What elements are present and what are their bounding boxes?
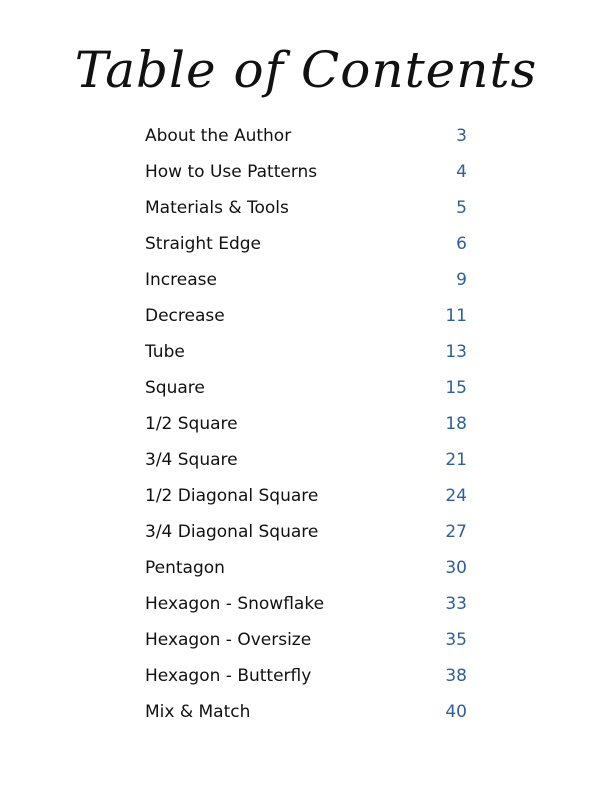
toc-entry-page: 9 xyxy=(456,270,467,290)
toc-entry-page: 18 xyxy=(445,414,467,434)
toc-entry-title: 1/2 Square xyxy=(145,414,238,434)
toc-entry-title: Materials & Tools xyxy=(145,198,289,218)
toc-entry-title: Square xyxy=(145,378,205,398)
toc-entry-page: 24 xyxy=(445,486,467,506)
toc-entry xyxy=(145,406,467,442)
toc-entry-page: 27 xyxy=(445,522,467,542)
toc-entry-page: 33 xyxy=(445,594,467,614)
toc-entry xyxy=(145,586,467,622)
toc-entry-page: 35 xyxy=(445,630,467,650)
toc-entry-title: Mix & Match xyxy=(145,702,251,722)
toc-entry-title: Hexagon - Snowflake xyxy=(145,594,325,614)
toc-entry xyxy=(145,514,467,550)
toc-entry-title: How to Use Patterns xyxy=(145,162,318,182)
toc-entry-page: 3 xyxy=(456,126,467,146)
toc-entry xyxy=(145,694,467,730)
toc-entry-title: 3/4 Square xyxy=(145,450,238,470)
toc-entry-page: 21 xyxy=(445,450,467,470)
toc-entry-page: 5 xyxy=(456,198,467,218)
toc-entry-title: Decrease xyxy=(145,306,225,326)
toc-entry-page: 4 xyxy=(456,162,467,182)
toc-entry xyxy=(145,478,467,514)
page-title: Table of Contents xyxy=(74,41,538,99)
toc-entry-title: 3/4 Diagonal Square xyxy=(145,522,319,542)
table-of-contents xyxy=(145,118,467,730)
toc-entry xyxy=(145,226,467,262)
toc-entry xyxy=(145,298,467,334)
toc-entry xyxy=(145,262,467,298)
toc-entry-page: 30 xyxy=(445,558,467,578)
toc-entry xyxy=(145,658,467,694)
toc-entry xyxy=(145,622,467,658)
toc-entry xyxy=(145,190,467,226)
toc-entry-page: 38 xyxy=(445,666,467,686)
toc-entry-title: Hexagon - Oversize xyxy=(145,630,312,650)
toc-entry-page: 40 xyxy=(445,702,467,722)
toc-entry-page: 15 xyxy=(445,378,467,398)
toc-entry-title: Straight Edge xyxy=(145,234,262,254)
toc-entry xyxy=(145,370,467,406)
toc-entry xyxy=(145,334,467,370)
toc-entry-title: 1/2 Diagonal Square xyxy=(145,486,319,506)
toc-entry-page: 6 xyxy=(456,234,467,254)
toc-entry-page: 11 xyxy=(445,306,467,326)
toc-entry-title: Increase xyxy=(145,270,217,290)
toc-entry-title: About the Author xyxy=(145,126,292,146)
toc-entry xyxy=(145,154,467,190)
toc-entry xyxy=(145,118,467,154)
toc-entry-page: 13 xyxy=(445,342,467,362)
toc-entry xyxy=(145,550,467,586)
toc-entry-title: Hexagon - Butterfly xyxy=(145,666,312,686)
toc-entry xyxy=(145,442,467,478)
toc-entry-title: Tube xyxy=(145,342,185,362)
toc-entry-title: Pentagon xyxy=(145,558,225,578)
